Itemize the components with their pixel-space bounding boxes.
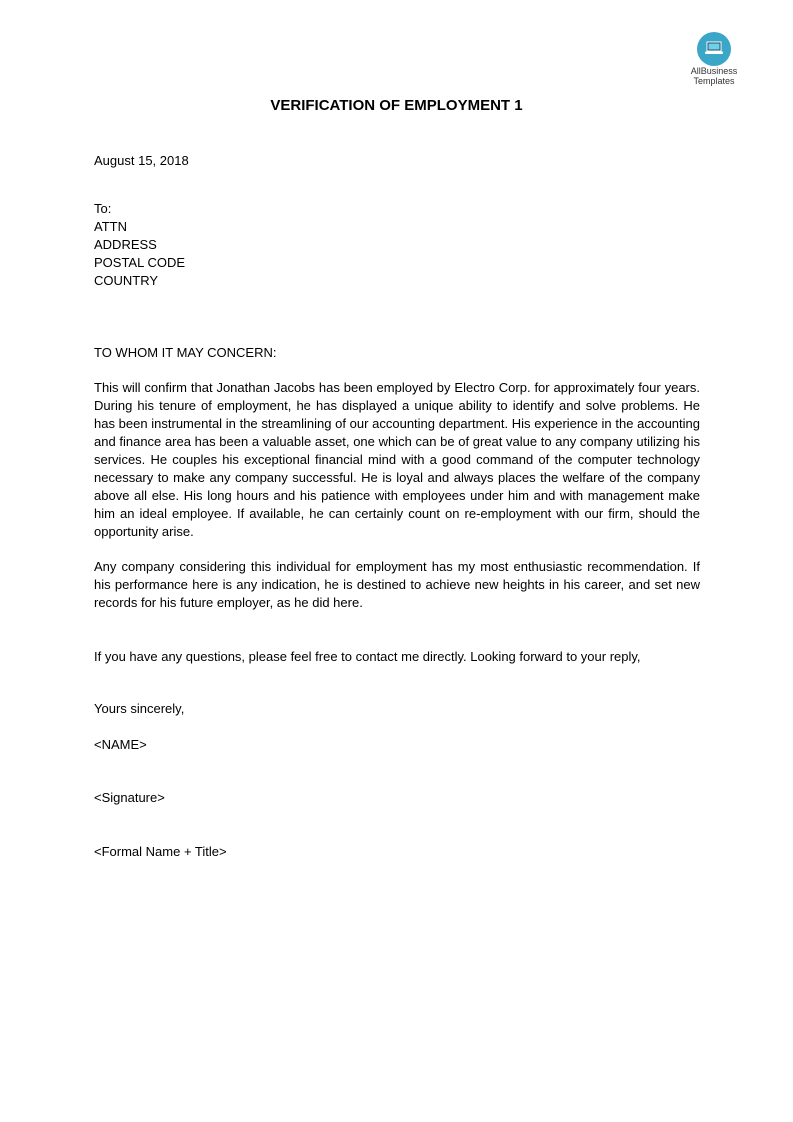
- address-postal-code: POSTAL CODE: [94, 255, 186, 270]
- body-paragraph-2: Any company considering this individual for employment has my most enthusiastic recommendation. If his performance here is any indication, he is destined to achieve new heights in his career, and set new records for his future employer, as he did here.: [94, 559, 700, 610]
- closing-name: <NAME>: [94, 737, 147, 752]
- letter-date: August 15, 2018: [94, 153, 189, 168]
- salutation: TO WHOM IT MAY CONCERN:: [94, 345, 277, 360]
- body-paragraph-3: If you have any questions, please feel free to contact me directly. Looking forward to your reply,: [94, 649, 641, 664]
- address-country: COUNTRY: [94, 273, 159, 288]
- body-paragraph-1: This will confirm that Jonathan Jacobs has been employed by Electro Corp. for approximately four years. During his tenure of employment, he has displayed a unique ability to identify and solve problems. He has been instrumental in the streamlining of our accounting department. His experience in the accounting and finance area has been a valuable asset, one which can be of great value to any company utilizing his services. He couples his exceptional financial mind with a good command of the computer technology necessary to make any company successful. He is loyal and always places the welfare of the company above all else. His long hours and his patience with employees under him and with management make him an ideal employee. If available, he can certainly count on re-employment with our firm, should the opportunity arise.: [94, 380, 700, 539]
- closing-sign-off: Yours sincerely,: [94, 701, 185, 716]
- closing-signature: <Signature>: [94, 790, 165, 805]
- document-title: VERIFICATION OF EMPLOYMENT 1: [270, 97, 523, 114]
- closing-formal-name: <Formal Name + Title>: [94, 844, 227, 859]
- logo-text-line1: AllBusiness: [690, 66, 738, 76]
- laptop-icon: [697, 32, 731, 66]
- address-attn: ATTN: [94, 219, 127, 234]
- company-logo: [684, 32, 744, 86]
- address-to: To:: [94, 201, 112, 216]
- address-line: ADDRESS: [94, 237, 157, 252]
- logo-text-line2: Templates: [693, 76, 735, 86]
